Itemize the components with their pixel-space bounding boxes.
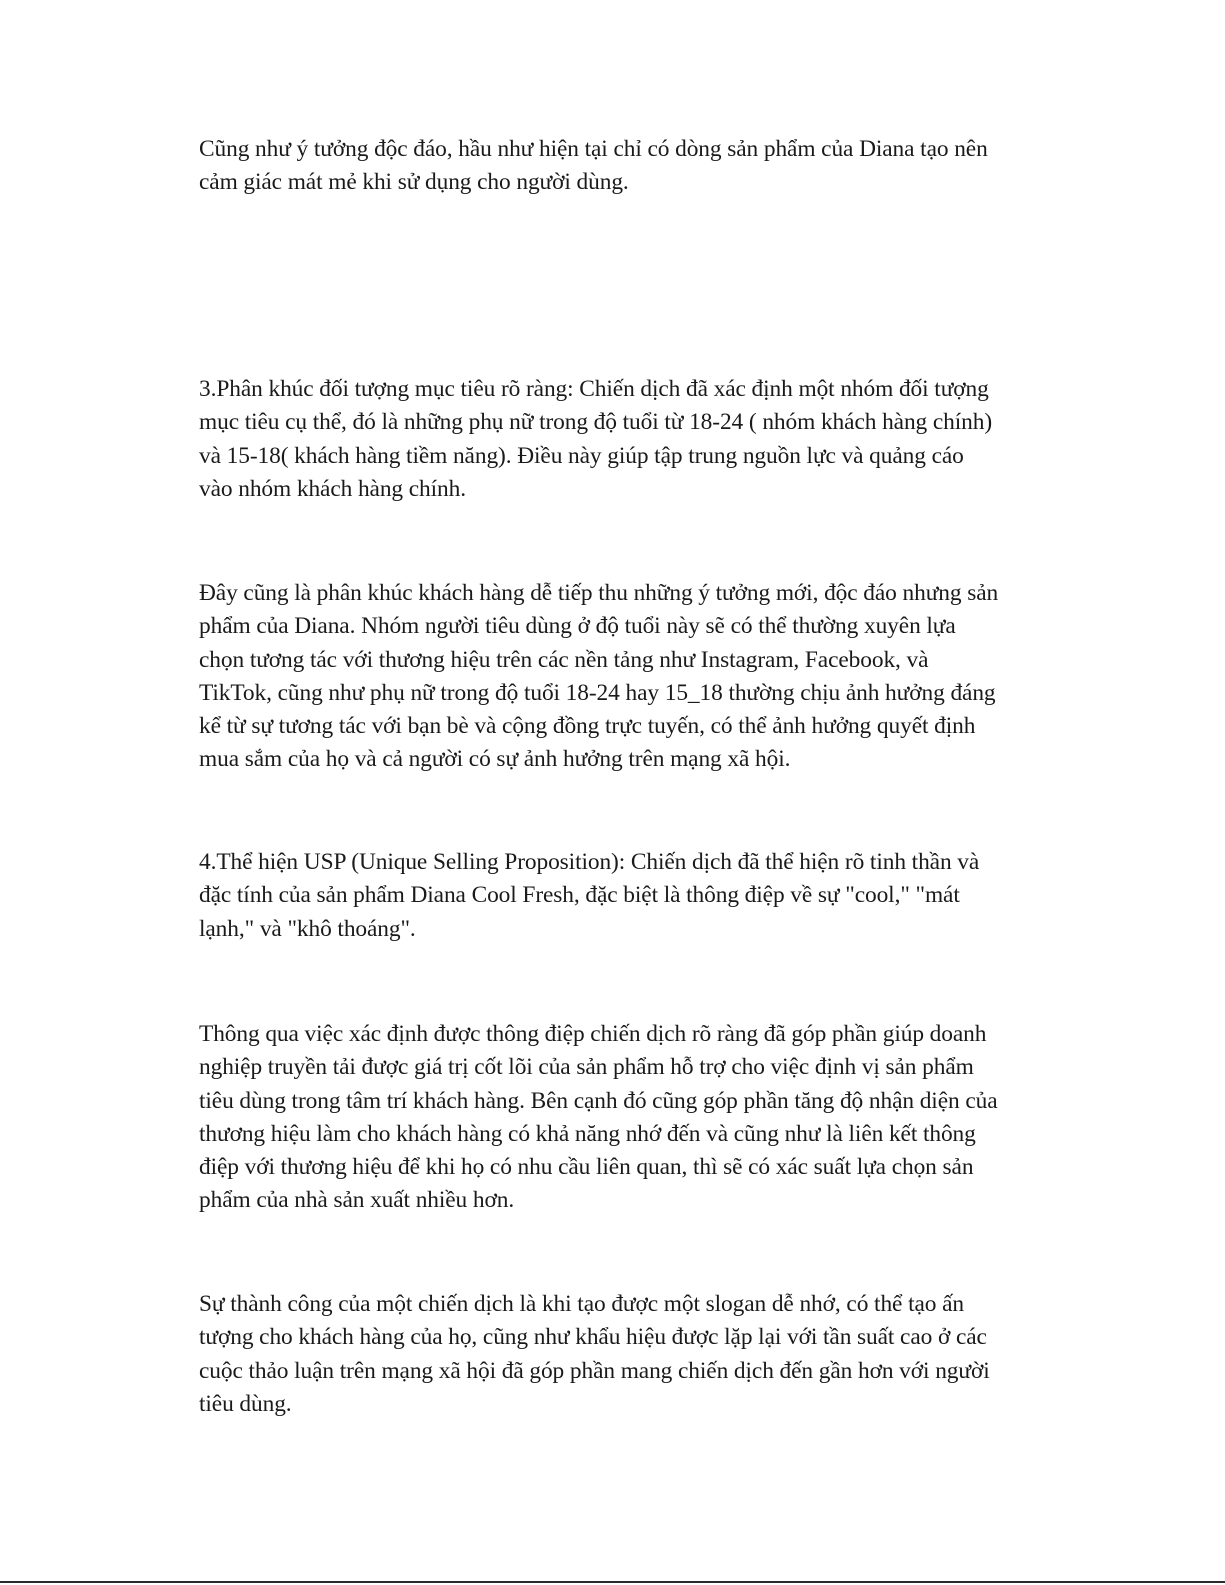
paragraph-target-segment-point xyxy=(199,373,1049,506)
text-line: Đây cũng là phân khúc khách hàng dễ tiếp thu những ý tưởng mới, độc đáo nhưng sản xyxy=(199,580,999,606)
text-line: đặc tính của sản phẩm Diana Cool Fresh, đặc biệt là thông điệp về sự "cool," "mát xyxy=(199,882,960,909)
text-line: và 15-18( khách hàng tiềm năng). Điều này giúp tập trung nguồn lực và quảng cáo xyxy=(199,442,964,469)
paragraph-intro xyxy=(199,133,1049,200)
text-line: tiêu dùng trong tâm trí khách hàng. Bên cạnh đó cũng góp phần tăng độ nhận diện của xyxy=(199,1087,998,1114)
paragraph-slogan xyxy=(199,1288,1049,1421)
paragraph-usp-point xyxy=(199,846,1049,946)
text-line: 3.Phân khúc đối tượng mục tiêu rõ ràng: Chiến dịch đã xác định một nhóm đối tượng xyxy=(199,376,989,402)
text-line: mục tiêu cụ thể, đó là những phụ nữ trong độ tuổi từ 18-24 ( nhóm khách hàng chính) xyxy=(199,409,993,436)
text-line: mua sắm của họ và cả người có sự ảnh hưởng trên mạng xã hội. xyxy=(199,746,791,773)
text-line: điệp với thương hiệu để khi họ có nhu cầu liên quan, thì sẽ có xác suất lựa chọn sản xyxy=(199,1154,974,1181)
text-line: Sự thành công của một chiến dịch là khi tạo được một slogan dễ nhớ, có thể tạo ấn xyxy=(199,1291,964,1317)
text-line: lạnh," và "khô thoáng". xyxy=(199,915,416,942)
text-line: TikTok, cũng như phụ nữ trong độ tuổi 18-24 hay 15_18 thường chịu ảnh hưởng đáng xyxy=(199,679,996,706)
text-line: tiêu dùng. xyxy=(199,1390,292,1417)
text-line: phẩm của Diana. Nhóm người tiêu dùng ở độ tuổi này sẽ có thể thường xuyên lựa xyxy=(199,613,956,640)
page-bottom-divider xyxy=(0,1581,1225,1583)
text-line: vào nhóm khách hàng chính. xyxy=(199,475,466,502)
paragraph-campaign-message xyxy=(199,1018,1049,1218)
text-line: kể từ sự tương tác với bạn bè và cộng đồng trực tuyến, có thể ảnh hưởng quyết định xyxy=(199,713,976,740)
text-line: Cũng như ý tưởng độc đáo, hầu như hiện tại chỉ có dòng sản phẩm của Diana tạo nên xyxy=(199,136,988,162)
text-line: phẩm của nhà sản xuất nhiều hơn. xyxy=(199,1187,515,1214)
text-line: nghiệp truyền tải được giá trị cốt lõi của sản phẩm hỗ trợ cho việc định vị sản phẩm xyxy=(199,1054,974,1081)
paragraph-customer-segment xyxy=(199,577,1049,777)
text-line: thương hiệu làm cho khách hàng có khả năng nhớ đến và cũng như là liên kết thông xyxy=(199,1120,976,1147)
text-line: chọn tương tác với thương hiệu trên các nền tảng như Instagram, Facebook, và xyxy=(199,646,929,673)
text-line: tượng cho khách hàng của họ, cũng như khẩu hiệu được lặp lại với tần suất cao ở các xyxy=(199,1324,987,1351)
text-line: Thông qua việc xác định được thông điệp chiến dịch rõ ràng đã góp phần giúp doanh xyxy=(199,1021,987,1047)
text-line: cảm giác mát mẻ khi sử dụng cho người dùng. xyxy=(199,169,629,196)
text-line: cuộc thảo luận trên mạng xã hội đã góp phần mang chiến dịch đến gần hơn với người xyxy=(199,1357,990,1384)
text-line: 4.Thể hiện USP (Unique Selling Proposition): Chiến dịch đã thể hiện rõ tinh thần và xyxy=(199,849,980,875)
